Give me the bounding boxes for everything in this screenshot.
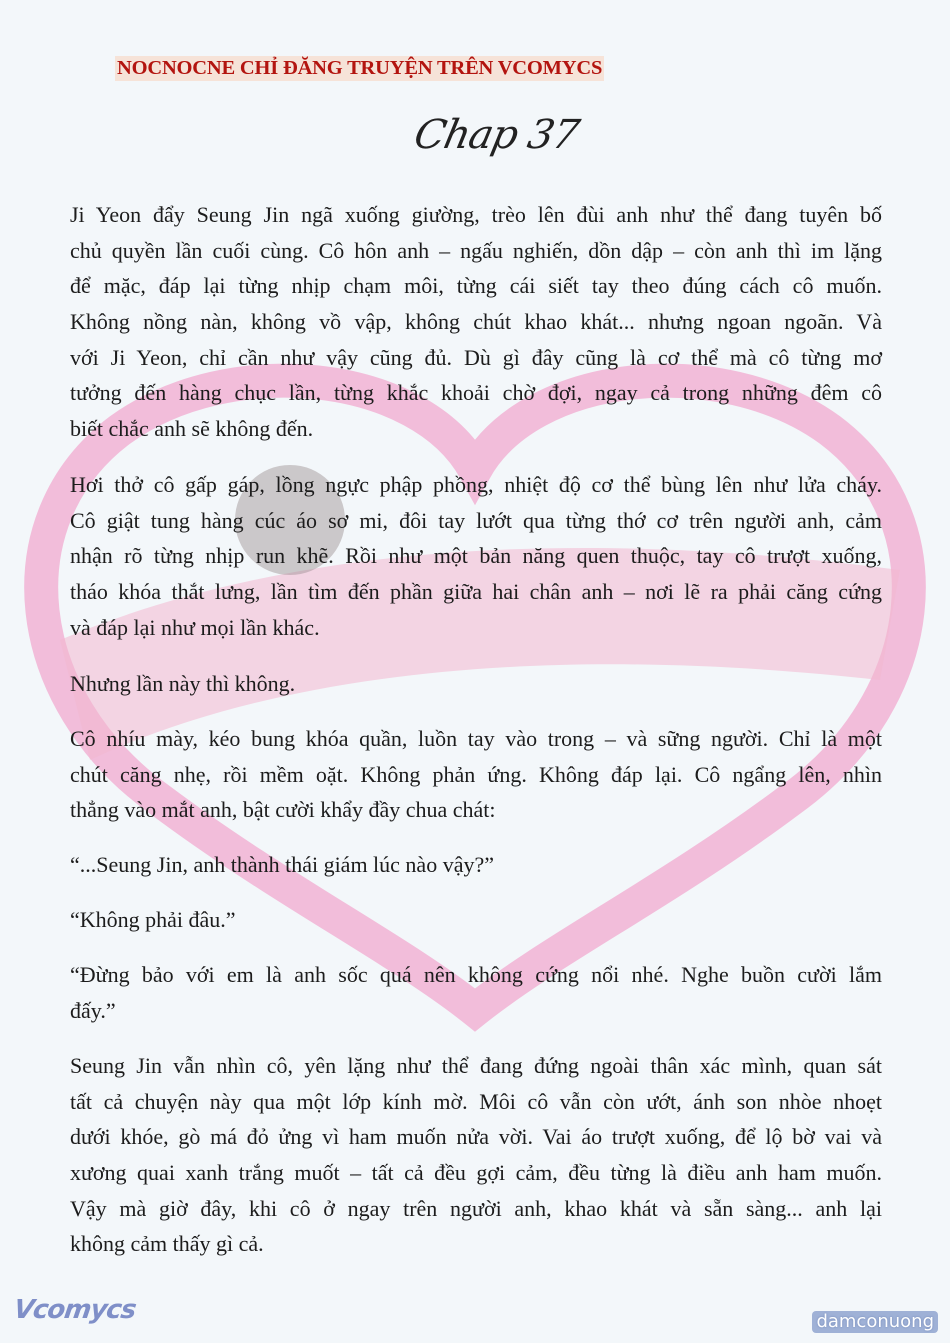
text-line: Nhưng lần này thì không. xyxy=(70,671,296,696)
text-line: Cô nhíu mày, kéo bung khóa quần, luồn tay vào trong – và sững người. Chỉ là một xyxy=(70,726,882,751)
chapter-title: Chap 37 xyxy=(410,112,583,158)
text-line: biết chắc anh sẽ không đến. xyxy=(70,416,314,442)
text-line: “...Seung Jin, anh thành thái giám lúc nào vậy?” xyxy=(70,852,494,877)
text-line: chủ quyền lần cuối cùng. Cô hôn anh – ngấu nghiến, dồn dập – còn anh thì im lặng xyxy=(70,237,882,263)
credit-badge: damconuong xyxy=(812,1311,938,1333)
paragraph xyxy=(70,847,882,883)
text-line: tưởng đến hàng chục lần, từng khắc khoải chờ đợi, ngay cả trong những đêm cô xyxy=(70,380,882,406)
text-line: “Đừng bảo với em là anh sốc quá nên không cứng nổi nhé. Nghe buồn cười lắm xyxy=(70,962,882,987)
text-line: “Không phải đâu.” xyxy=(70,907,236,932)
text-line: với Ji Yeon, chỉ cần như vậy cũng đủ. Dù gì đây cũng là cơ thể mà cô từng mơ xyxy=(70,344,882,370)
paragraph xyxy=(70,467,882,645)
site-notice-header: NOCNOCNE CHỈ ĐĂNG TRUYỆN TRÊN VCOMYCS xyxy=(117,57,603,79)
text-line: thẳng vào mắt anh, bật cười khẩy đầy chua chát: xyxy=(70,797,496,823)
text-line: Vậy mà giờ đây, khi cô ở ngay trên người anh, khao khát và sẵn sàng... anh lại xyxy=(70,1195,882,1221)
paragraph xyxy=(70,1048,882,1262)
text-line: tất cả chuyện này qua một lớp kính mờ. Môi cô vẫn còn ướt, ánh son nhòe nhoẹt xyxy=(70,1088,882,1114)
paragraph xyxy=(70,197,882,447)
text-line: để mặc, đáp lại từng nhịp chạm môi, từng cái siết tay theo đúng cách cô muốn. xyxy=(70,273,882,299)
text-line: và đáp lại như mọi lần khác. xyxy=(70,614,320,640)
vcomycs-logo: Vcomycs xyxy=(11,1295,138,1325)
text-line: chút căng nhẹ, rồi mềm oặt. Không phản ứng. Không đáp lại. Cô ngẩng lên, nhìn xyxy=(70,761,882,787)
paragraph xyxy=(70,957,882,1028)
text-line: Không nồng nàn, không vồ vập, không chút khao khát... nhưng ngoan ngoãn. Và xyxy=(70,309,882,335)
text-line: tháo khóa thắt lưng, lần tìm đến phần giữa hai chân anh – nơi lẽ ra phải căng cứng xyxy=(70,579,882,605)
text-line: Ji Yeon đẩy Seung Jin ngã xuống giường, trèo lên đùi anh như thể đang tuyên bố xyxy=(70,202,882,227)
paragraph xyxy=(70,721,882,828)
paragraph xyxy=(70,666,882,702)
text-line: không cảm thấy gì cả. xyxy=(70,1231,264,1257)
text-line: Cô giật tung hàng cúc áo sơ mi, đôi tay lướt qua từng thớ cơ trên người anh, cảm xyxy=(70,507,882,533)
text-line: Seung Jin vẫn nhìn cô, yên lặng như thể đang đứng ngoài thân xác mình, quan sát xyxy=(70,1053,882,1078)
text-line: xương quai xanh trắng muốt – tất cả đều gợi cảm, đều từng là điều anh ham muốn. xyxy=(70,1160,882,1186)
text-line: đấy.” xyxy=(70,997,116,1023)
text-line: Hơi thở cô gấp gáp, lồng ngực phập phồng, nhiệt độ cơ thể bùng lên như lửa cháy. xyxy=(70,472,882,497)
text-line: dưới khóe, gò má đỏ ửng vì ham muốn nửa vời. Vai áo trượt xuống, để lộ bờ vai và xyxy=(70,1124,882,1150)
text-line: nhận rõ từng nhịp run khẽ. Rồi như một bản năng quen thuộc, tay cô trượt xuống, xyxy=(70,543,882,569)
paragraph xyxy=(70,902,882,938)
